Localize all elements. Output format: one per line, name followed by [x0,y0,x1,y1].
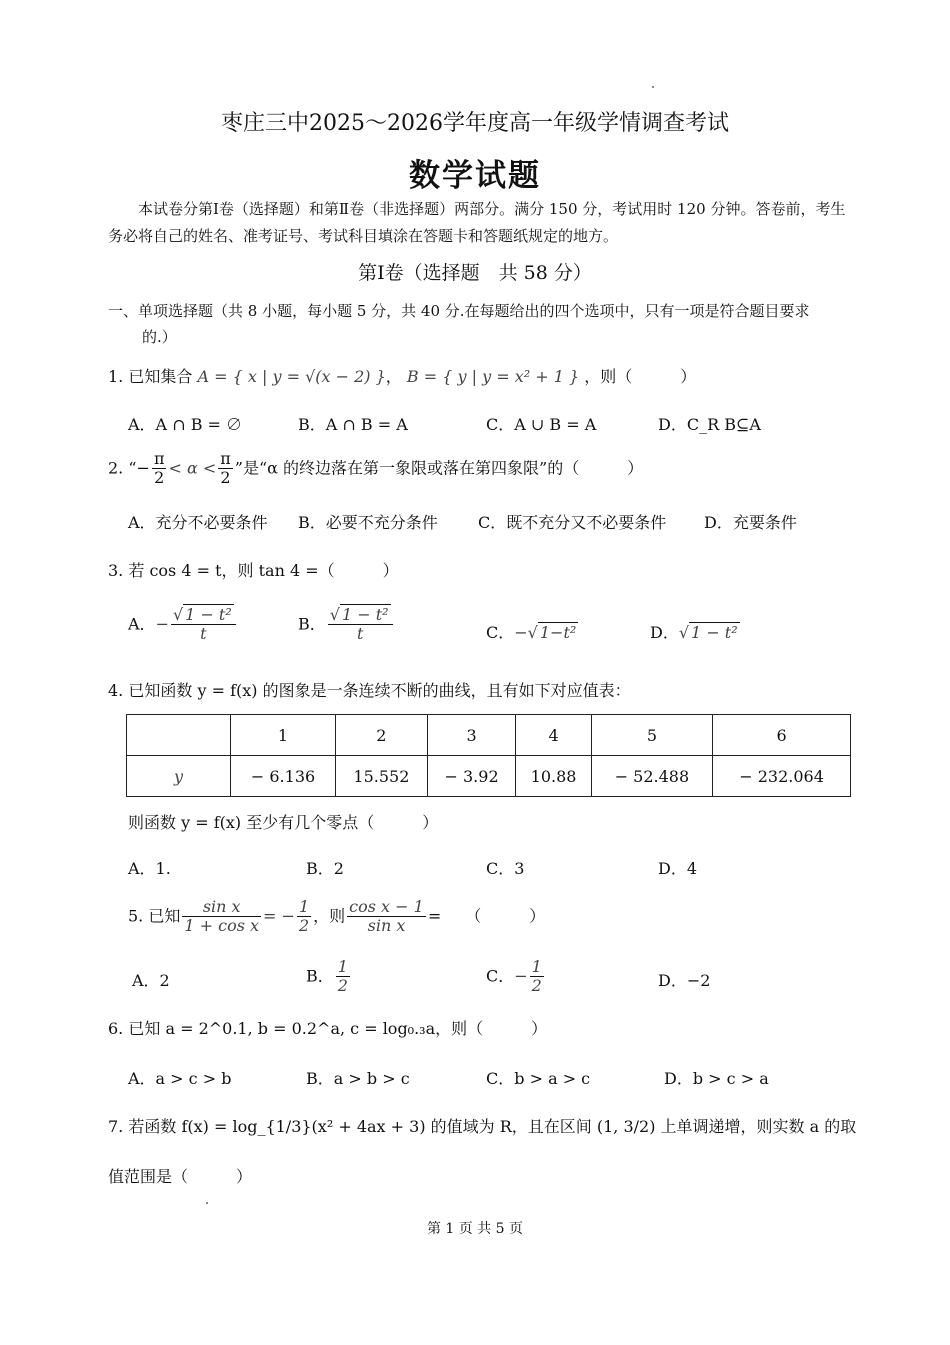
option-b[interactable]: B．2 [306,859,344,878]
table-cell: y [127,756,231,797]
option-a[interactable]: A．a > c > b [128,1069,232,1088]
q-number: 4. [108,681,124,700]
table-cell: 4 [516,715,591,756]
page-footer: 第 1 页 共 5 页 [426,1221,524,1237]
table-row [127,715,851,756]
option-b[interactable]: B．a > b > c [306,1069,410,1088]
option-d[interactable]: D．√ 1 − t² [650,623,738,642]
option-a[interactable]: A．2 [132,971,170,990]
option-b[interactable]: B．必要不充分条件 [298,513,438,532]
option-d[interactable]: D．充要条件 [704,513,797,532]
option-d[interactable]: D．C_R B⊆A [658,415,761,434]
q-text: 已知 a = 2^0.1, b = 0.2^a, c = log₀.₃a，则（ ） [128,1019,548,1038]
fraction: $\frac{\pi}{2}$ [220,449,231,488]
question-6 [108,1016,547,1039]
scan-dot [206,1202,208,1204]
q-number: 3. [108,561,124,580]
question-1: 1. 已知集合 A = { x | y = √(x − 2) }， B = { y | y = x² + 1 } ，则（ ） [108,367,697,386]
table-cell: 1 [231,715,336,756]
question-4-follow: 则函数 y = f(x) 至少有几个零点（ ） [128,813,439,832]
subject-title: 数学试题 [409,158,541,194]
option-d[interactable]: D．4 [658,859,698,878]
question-3 [108,558,399,581]
question-4 [108,678,631,701]
option-a[interactable]: A．A ∩ B = ∅ [128,415,243,434]
table-cell: 5 [591,715,712,756]
table-cell: 6 [713,715,851,756]
q-text: 已知函数 y = f(x) 的图象是一条连续不断的曲线，且有如下对应值表： [128,681,631,700]
table-cell: − 52.488 [591,756,712,797]
option-b[interactable]: B．A ∩ B = A [298,415,408,434]
option-c[interactable]: C．既不充分又不必要条件 [478,513,667,532]
table-cell: 3 [427,715,516,756]
q-number: 7. [108,1117,124,1136]
q-number: 5. [128,906,144,926]
set-a: A = { x | y = √(x − 2) } [197,367,386,386]
question-2: 2. “− $\frac{\pi}{2}$ < α < $\frac{\pi}{2}$ ”是“α 的终边落在第一象限或落在第四象限”的（ ） [108,449,644,488]
table-cell [127,715,231,756]
q-suffix: ，则（ ） [584,367,697,386]
table-cell: − 232.064 [713,756,851,797]
section-heading: 第Ⅰ卷（选择题 共 58 分） [358,262,592,284]
q-text: 若函数 f(x) = log_{1/3}(x² + 4ax + 3) 的值域为 R，且在区间 (1, 3/2) 上单调递增，则实数 a 的取 [128,1117,857,1136]
option-c[interactable]: C．b > a > c [486,1069,591,1088]
option-b[interactable]: B． $\frac{1}{2}$ [306,957,348,996]
table-cell: 15.552 [336,756,428,797]
value-table [126,714,851,797]
option-c[interactable]: C．3 [486,859,525,878]
fraction: $\frac{\pi}{2}$ [153,449,165,488]
scan-dot [652,86,654,88]
q-text: ”是“α 的终边落在第一象限或落在第四象限”的（ ） [234,458,644,478]
q-number: 1. [108,367,124,386]
intro-paragraph: 本试卷分第Ⅰ卷（选择题）和第Ⅱ卷（非选择题）两部分。满分 150 分，考试用时 120 分钟。答卷前，考生务必将自己的姓名、准考证号、考试科目填涂在答题卡和答题纸规定的地方。 [108,200,846,245]
q-number: 6. [108,1019,124,1038]
option-a[interactable]: A．− $\frac{\text{√ 1 − t²}}{t}$ [128,606,238,644]
part1-heading: 一、单项选择题（共 8 小题，每小题 5 分，共 40 分.在每题给出的四个选项中，只有一项是符合题目要求 [108,302,810,320]
option-b[interactable]: B． $\frac{\text{√ 1 − t²}}{t}$ [298,606,395,644]
set-b: B = { y | y = x² + 1 } [406,367,580,386]
q-text: 已知集合 [128,367,193,386]
question-7 [108,1114,856,1137]
option-a[interactable]: A．充分不必要条件 [128,513,268,532]
option-c[interactable]: C．− $\frac{1}{2}$ [486,957,542,996]
option-a[interactable]: A．1. [128,859,171,878]
table-cell: 2 [336,715,428,756]
option-d[interactable]: D．−2 [658,971,711,990]
question-5: 5. 已知 $\frac{\text{sin x}}{\text{1 + cos x}}$ = − $\frac{1}{2}$ ，则 $\frac{\text{cos x − 1}}{\text{sin x}}$ = （ ） [128,897,546,936]
option-c[interactable]: C．A ∪ B = A [486,415,597,434]
question-7-cont: 值范围是（ ） [108,1167,253,1186]
option-c[interactable]: C．−√ 1−t² [486,623,577,642]
q-text: 若 cos 4 = t，则 tan 4 =（ ） [128,561,399,580]
table-cell: − 3.92 [427,756,516,797]
table-cell: − 6.136 [231,756,336,797]
table-row [127,756,851,797]
table-cell: 10.88 [516,756,591,797]
exam-title: 枣庄三中2025～2026学年度高一年级学情调查考试 [221,111,729,136]
option-d[interactable]: D．b > c > a [664,1069,769,1088]
q-number: 2. [108,458,124,478]
part1-heading-cont: 的.） [142,328,177,346]
